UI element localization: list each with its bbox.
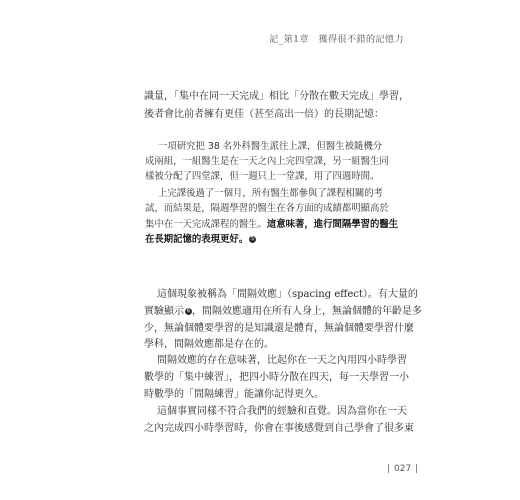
endnote-marker: 6 (186, 308, 191, 314)
quote-line-7 (145, 233, 256, 247)
page-number: 027 (394, 464, 412, 474)
page-footer (383, 464, 422, 474)
body-p3-line-2: 之內完成四小時學習時，你會在事後感覺到自己學會了很多東 (144, 423, 414, 434)
body-p1-line-2b: ，間隔效應適用在所有人身上，無論個體的年齡是多 (192, 306, 422, 317)
body-p1-line-3: 少，無論個體要學習的是知識還是體育，無論個體要學習什麼 (144, 323, 414, 334)
quote-line-4: 上完課後過了一個月，所有醫生都參與了課程相關的考 (158, 188, 384, 199)
quote-line-3: 樣被分配了四堂課，但一週只上一堂課，用了四週時間。 (145, 171, 380, 182)
body-p1-line-1: 這個現象被稱為「間隔效應」（spacing effect）。有大量的 (157, 289, 418, 300)
body-p2-line-2: 數學的「集中練習」，把四小時分散在四天，每一天學習一小 (144, 372, 409, 383)
intro-line-1: 識量，「集中在同一天完成」相比「分散在數天完成」學習， (144, 91, 409, 102)
quote-line-2: 成兩組，一組醫生是在一天之內上完四堂課，另一組醫生同 (145, 156, 389, 167)
footer-divider (388, 464, 389, 473)
quote-line-6 (145, 218, 398, 232)
running-header: 記_第1章 獲得很不錯的記憶力 (269, 35, 404, 45)
body-p2-line-3: 時數學的「間隔練習」能讓你記得更久。 (144, 389, 324, 400)
quote-line-6-text: 集中在一天完成課程的醫生。 (145, 219, 267, 230)
quote-emphasis-2: 在長期記憶的表現更好。 (145, 234, 249, 245)
footer-divider (416, 464, 417, 473)
body-p1-line-4: 學科，間隔效應都是存在的。 (144, 339, 274, 350)
intro-line-2: 後者會比前者擁有更佳（甚至高出一倍）的長期記憶： (144, 109, 384, 120)
quote-line-5: 試，而結果是，隔週學習的醫生在各方面的成績都明顯高於 (145, 203, 389, 214)
quote-emphasis-1: 這意味著，進行間隔學習的醫生 (266, 219, 399, 230)
body-p3-line-1: 這個事實同樣不符合我們的經驗和直覺。因為當你在一天 (157, 406, 407, 417)
endnote-marker: 5 (251, 236, 255, 242)
body-p1-line-2a: 實驗顯示 (144, 306, 184, 317)
quote-line-1: 一項研究把 38 名外科醫生派往上課，但醫生被隨機分 (158, 141, 383, 152)
body-p1-line-2 (144, 304, 422, 319)
body-p2-line-1: 間隔效應的存在意味著，比起你在一天之內用四小時學習 (157, 355, 407, 366)
